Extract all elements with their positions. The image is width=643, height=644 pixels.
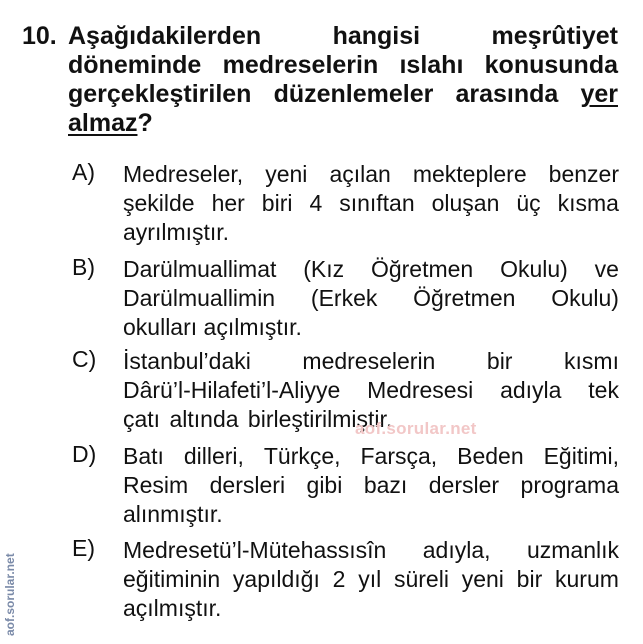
option-word: sınıftan [339, 190, 415, 216]
watermark-center: aof.sorular.net [355, 419, 477, 438]
question-word: arasında [455, 80, 559, 108]
option-word: dilleri, [183, 443, 244, 469]
option-word: Resim [123, 472, 189, 498]
option-word: ve [594, 256, 619, 282]
option-word: kısma [557, 190, 619, 216]
option-word: biri [261, 190, 293, 216]
option-word: tek [588, 377, 619, 403]
question-word: ıslahı [399, 51, 464, 79]
emphasis-word-underlined: almaz [68, 109, 138, 137]
option-word: Medresetü’l-Mütehassısîn [123, 537, 387, 563]
option-e-line-1 [123, 536, 619, 565]
question-word: konusunda [484, 51, 618, 79]
question-word: gerçekleştirilen [68, 80, 252, 108]
option-word: Batı [123, 443, 164, 469]
option-word: oluşan [431, 190, 500, 216]
question-word: Aşağıdakilerden [68, 22, 262, 50]
option-word: Okulu) [500, 256, 568, 282]
option-word: gibi [306, 472, 343, 498]
question-line-3 [68, 80, 618, 109]
option-word: 4 [309, 190, 323, 216]
option-word: benzer [548, 161, 619, 187]
question-word: medreselerin [222, 51, 379, 79]
option-b-line-1 [123, 255, 619, 284]
watermark-side: aof.sorular.net [3, 553, 17, 636]
option-word: adıyla, [422, 537, 491, 563]
option-c-line-1 [123, 347, 619, 376]
option-c-line-2 [123, 376, 619, 405]
question-line-2 [68, 51, 618, 80]
option-word: altında [169, 406, 239, 432]
option-b-letter: B) [72, 254, 95, 280]
option-word: birleştirilmiştir. [247, 406, 393, 432]
option-word: Öğretmen [370, 256, 474, 282]
option-word: Medreseler, [123, 161, 244, 187]
option-word: yeni [461, 566, 504, 592]
question-line-4 [68, 109, 618, 138]
option-word: dersler [428, 472, 500, 498]
option-word: Farsça, [360, 443, 438, 469]
question-word: döneminde [68, 51, 202, 79]
option-a-letter: A) [72, 159, 95, 185]
option-word: Medresesi [367, 377, 474, 403]
option-word: dersleri [209, 472, 286, 498]
option-word: Okulu) [551, 285, 619, 311]
option-word: çatı [123, 406, 161, 432]
option-word: 2 [332, 566, 346, 592]
option-word: Eğitimi, [543, 443, 619, 469]
option-word: şekilde [123, 190, 195, 216]
option-word: alınmıştır. [123, 501, 223, 527]
option-a-line-2 [123, 189, 619, 218]
option-d-line-2 [123, 471, 619, 500]
question-word: hangisi [332, 22, 421, 50]
question-number: 10. [22, 22, 57, 50]
option-a-line-1 [123, 160, 619, 189]
option-a-line-3 [123, 218, 619, 247]
option-word: yeni [265, 161, 308, 187]
option-word: mekteplere [412, 161, 527, 187]
option-e-letter: E) [72, 535, 95, 561]
option-word: ayrılmıştır. [123, 219, 230, 245]
option-word: kısmı [564, 348, 619, 374]
option-word: programa [520, 472, 619, 498]
option-e-line-2 [123, 565, 619, 594]
option-word: okulları [123, 314, 198, 340]
option-word: Darülmuallimat [123, 256, 277, 282]
option-word: (Erkek [310, 285, 378, 311]
option-word: kurum [555, 566, 619, 592]
question-word: meşrûtiyet [491, 22, 618, 50]
option-word: adıyla [500, 377, 562, 403]
option-word: uzmanlık [526, 537, 619, 563]
option-word: yapıldığı [232, 566, 320, 592]
option-word: Darülmuallimin [123, 285, 276, 311]
option-d-line-3 [123, 500, 619, 529]
option-e-line-3 [123, 594, 619, 623]
question-word: düzenlemeler [273, 80, 434, 108]
option-word: açılan [329, 161, 391, 187]
option-c-letter: C) [72, 346, 97, 372]
option-d-letter: D) [72, 441, 97, 467]
option-word: açılmıştır. [203, 314, 302, 340]
option-b-line-3 [123, 313, 619, 342]
option-word: yıl [358, 566, 382, 592]
option-word: bazı [363, 472, 408, 498]
option-b-line-2 [123, 284, 619, 313]
option-word: süreli [393, 566, 449, 592]
option-word: açılmıştır. [123, 595, 222, 621]
option-word: üç [516, 190, 541, 216]
option-word: bir [486, 348, 513, 374]
option-word: İstanbul’daki [123, 348, 251, 374]
option-word: Türkçe, [263, 443, 341, 469]
option-word: Öğretmen [413, 285, 516, 311]
question-line-1 [68, 22, 618, 51]
option-word: Dârü’l-Hilafeti’l-Aliyye [123, 377, 341, 403]
question-mark: ? [137, 109, 153, 137]
option-d-line-1 [123, 442, 619, 471]
option-word: her [211, 190, 245, 216]
option-word: bir [516, 566, 543, 592]
emphasis-word-underlined: yer [580, 80, 618, 108]
option-word: Beden [457, 443, 524, 469]
option-word: medreselerin [302, 348, 436, 374]
option-word: eğitiminin [123, 566, 221, 592]
option-word: (Kız [303, 256, 345, 282]
